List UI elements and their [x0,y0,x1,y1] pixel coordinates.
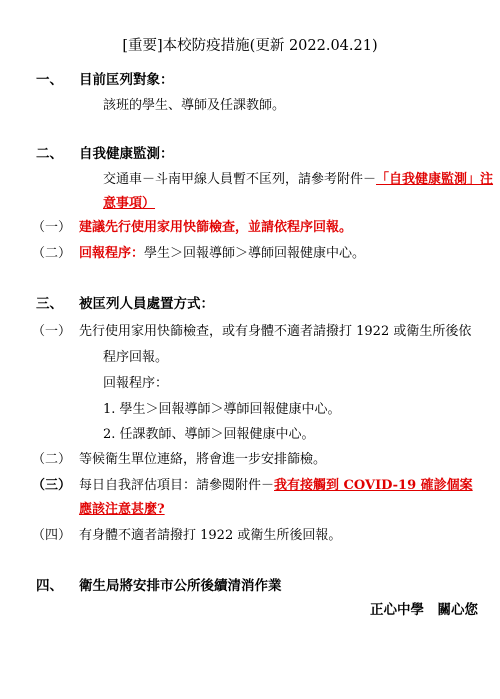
attachment-link-self-monitoring-cont[interactable]: 意事項） [103,196,156,211]
report-procedure-label: 回報程序： [79,246,145,261]
attachment-link-self-monitoring[interactable]: 「自我健康監測」注 [376,172,494,187]
section-4-number: 四、 [36,578,63,594]
section-3-item-2-text: 等候衛生單位連絡，將會進一步安排篩檢。 [79,452,327,467]
section-3-item-3-text: 每日自我評估項目：請參閱附件－ [79,478,275,493]
section-3-item-3-line [79,474,473,493]
section-2-intro-text: 交通車－斗南甲線人員暫不匡列，請參考附件－ [103,172,377,187]
attachment-link-covid-contact-cont[interactable]: 應該注意甚麼? [79,502,165,517]
section-3-sub-item-2: 2. 任課教師、導師＞回報健康中心。 [103,427,315,442]
section-3-item-1-line-2: 程序回報。 [103,350,169,365]
attachment-link-covid-contact[interactable]: 我有接觸到 COVID-19 確診個案 [274,478,473,493]
section-2-item-2-line [79,242,365,261]
section-2-item-1-number: （一） [32,220,72,235]
section-2-item-1-text: 建議先行使用家用快篩檢查，並請依程序回報。 [79,220,353,235]
section-1-heading: 目前匡列對象： [79,72,174,88]
section-1-number: 一、 [36,72,63,88]
section-2-number: 二、 [36,146,63,162]
section-3-item-4-text: 有身體不適者請撥打 1922 或衛生所後回報。 [79,528,342,543]
section-3-heading: 被匡列人員處置方式： [79,296,214,312]
section-2-item-2-number: （二） [32,246,72,261]
section-3-item-2-number: （二） [32,452,72,467]
report-procedure-text: 學生＞回報導師＞導師回報健康中心。 [144,246,366,261]
section-3-item-1-number: （一） [32,324,72,339]
section-3-item-4-number: （四） [32,528,72,543]
section-1-body: 該班的學生、導師及任課教師。 [103,98,286,113]
section-2-intro-line [103,168,493,187]
section-2-heading: 自我健康監測： [79,146,174,162]
signature: 正心中學 關心您 [370,602,478,618]
page-title: [重要]本校防疫措施(更新 2022.04.21) [122,38,378,54]
section-3-number: 三、 [36,296,63,312]
section-3-item-3-number: （三） [32,478,72,493]
section-4-heading: 衛生局將安排市公所後續清消作業 [79,578,282,594]
section-3-sub-item-1: 1. 學生＞回報導師＞導師回報健康中心。 [103,402,341,417]
section-3-sub-label: 回報程序： [103,376,169,391]
section-3-item-1-line-1: 先行使用家用快篩檢查，或有身體不適者請撥打 1922 或衛生所後依 [79,324,472,339]
